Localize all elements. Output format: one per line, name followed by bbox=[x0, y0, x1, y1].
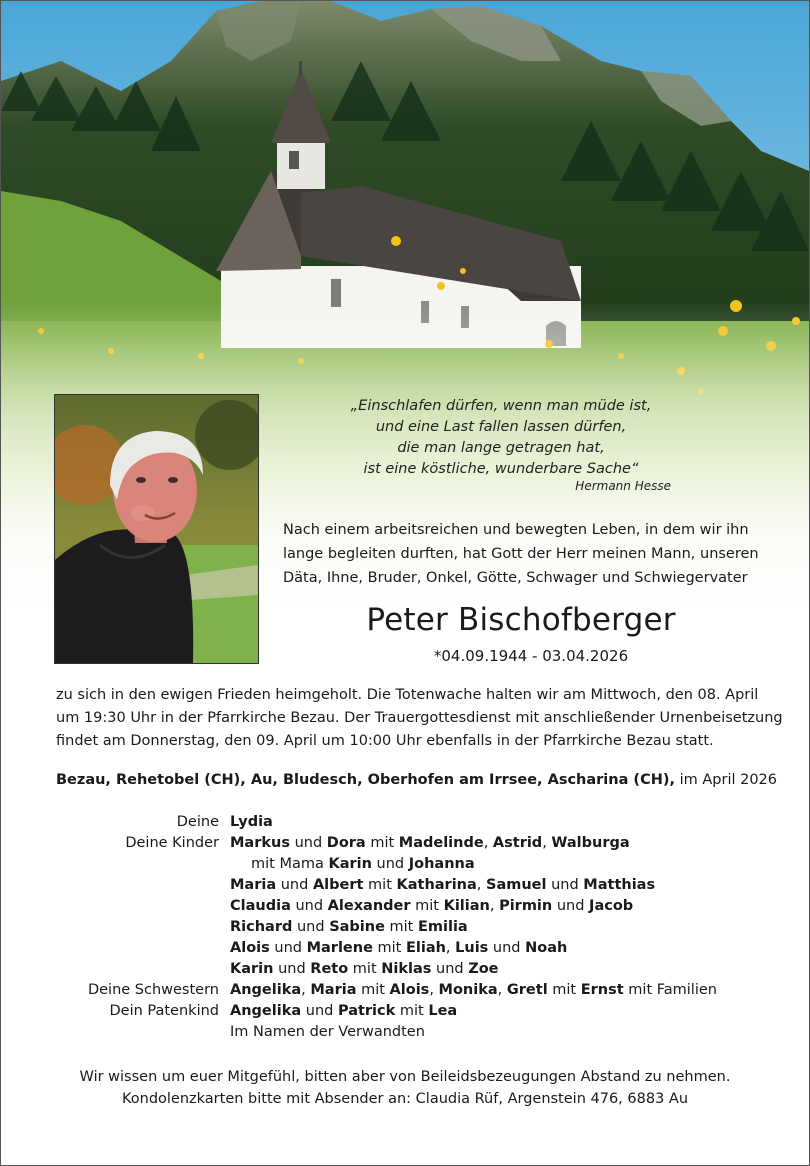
places-list: Bezau, Rehetobel (CH), Au, Bludesch, Oberhofen am Irrsee, Ascharina (CH), bbox=[56, 772, 675, 788]
family-members bbox=[230, 961, 499, 977]
places-line bbox=[56, 772, 776, 788]
closing-note bbox=[1, 1066, 809, 1110]
family-connector-text: mit bbox=[365, 835, 399, 851]
quote-author: Hermann Hesse bbox=[575, 479, 671, 493]
family-connector-text: und bbox=[290, 898, 328, 914]
places-date: im April 2026 bbox=[674, 772, 778, 788]
family-member-name: Reto bbox=[310, 961, 349, 977]
family-connector-text: mit bbox=[356, 982, 390, 998]
family-list bbox=[1, 814, 809, 1045]
family-member-name: Alexander bbox=[327, 898, 411, 914]
family-members bbox=[230, 982, 717, 998]
family-connector-text: und bbox=[301, 1003, 338, 1019]
family-members bbox=[230, 898, 633, 914]
closing-line: Wir wissen um euer Mitgefühl, bitten aber von Beileidsbezeugungen Abstand zu nehmen. bbox=[79, 1069, 731, 1085]
family-connector-text: und bbox=[289, 835, 327, 851]
family-connector-text: , bbox=[429, 982, 439, 998]
life-dates: *04.09.1944 - 03.04.2026 bbox=[433, 647, 629, 665]
intro-line: Nach einem arbeitsreichen und bewegten Leben, in dem wir ihn bbox=[283, 522, 749, 538]
family-member-name: Dora bbox=[326, 835, 366, 851]
family-connector-text: und bbox=[431, 961, 469, 977]
portrait-photo bbox=[54, 394, 259, 664]
family-members bbox=[230, 835, 630, 851]
family-relation-label: Dein Patenkind bbox=[109, 1003, 219, 1019]
family-connector-text: , bbox=[476, 877, 487, 893]
family-connector-text: und bbox=[273, 961, 311, 977]
family-member-name: Luis bbox=[455, 940, 489, 956]
family-connector-text: mit bbox=[547, 982, 581, 998]
family-relation-label: Deine bbox=[176, 814, 219, 830]
family-members bbox=[230, 877, 655, 893]
deceased-name: Peter Bischofberger bbox=[366, 602, 676, 638]
family-connector-text: und bbox=[292, 919, 330, 935]
family-connector-text: und bbox=[546, 877, 584, 893]
family-connector-text: und bbox=[488, 940, 526, 956]
announcement-paragraph bbox=[56, 684, 783, 753]
family-member-name: Johanna bbox=[408, 856, 475, 872]
family-connector-text: , bbox=[301, 982, 311, 998]
intro-line: lange begleiten durften, hat Gott der Herr meinen Mann, unseren bbox=[283, 546, 759, 562]
intro-line: Däta, Ihne, Bruder, Onkel, Götte, Schwager und Schwiegervater bbox=[283, 570, 748, 586]
family-row bbox=[1, 919, 809, 940]
quote-line: ist eine köstliche, wunderbare Sache“ bbox=[363, 461, 639, 477]
family-members bbox=[230, 814, 273, 830]
family-row bbox=[1, 982, 809, 1003]
family-member-name: Maria bbox=[310, 982, 357, 998]
family-connector-text: mit bbox=[348, 961, 382, 977]
closing-line: Kondolenzkarten bitte mit Absender an: Claudia Rüf, Argenstein 476, 6883 Au bbox=[121, 1091, 689, 1107]
family-connector-text: , bbox=[489, 898, 500, 914]
family-member-name: Zoe bbox=[468, 961, 499, 977]
family-member-name: Ernst bbox=[580, 982, 624, 998]
family-connector-text: , bbox=[483, 835, 493, 851]
family-member-name: Noah bbox=[525, 940, 568, 956]
family-member-name: Karin bbox=[230, 961, 274, 977]
family-member-name: Marlene bbox=[306, 940, 373, 956]
family-member-name: Katharina bbox=[396, 877, 477, 893]
family-member-name: Astrid bbox=[492, 835, 543, 851]
family-row bbox=[1, 856, 809, 877]
family-member-name: Angelika bbox=[230, 982, 302, 998]
family-member-name: Gretl bbox=[506, 982, 548, 998]
family-row bbox=[1, 961, 809, 982]
family-row bbox=[1, 877, 809, 898]
family-connector-text: und bbox=[371, 856, 409, 872]
family-member-name: Patrick bbox=[337, 1003, 396, 1019]
family-members bbox=[230, 919, 468, 935]
family-row bbox=[1, 835, 809, 856]
family-connector-text: Im Namen der Verwandten bbox=[230, 1024, 425, 1040]
quote-line: „Einschlafen dürfen, wenn man müde ist, bbox=[350, 398, 652, 414]
family-member-name: Albert bbox=[312, 877, 364, 893]
family-member-name: Emilia bbox=[417, 919, 468, 935]
family-connector-text: mit bbox=[410, 898, 444, 914]
family-members bbox=[230, 1024, 425, 1040]
family-member-name: Maria bbox=[230, 877, 277, 893]
family-member-name: Alois bbox=[230, 940, 270, 956]
family-connector-text: mit bbox=[384, 919, 418, 935]
family-row bbox=[1, 940, 809, 961]
announcement-line: zu sich in den ewigen Frieden heimgeholt. Die Totenwache halten wir am Mittwoch, den 08. April bbox=[56, 687, 759, 703]
family-row bbox=[1, 898, 809, 919]
family-connector-text: und bbox=[269, 940, 307, 956]
quote-line: und eine Last fallen lassen dürfen, bbox=[375, 419, 627, 435]
family-row bbox=[1, 1024, 809, 1045]
family-member-name: Matthias bbox=[583, 877, 656, 893]
family-member-name: Markus bbox=[230, 835, 290, 851]
family-member-name: Pirmin bbox=[499, 898, 553, 914]
family-member-name: Walburga bbox=[551, 835, 630, 851]
family-connector-text: , bbox=[445, 940, 456, 956]
family-member-name: Sabine bbox=[329, 919, 385, 935]
quote-block bbox=[301, 396, 701, 480]
family-relation-label: Deine Schwestern bbox=[87, 982, 219, 998]
family-member-name: Kilian bbox=[443, 898, 490, 914]
family-connector-text: , bbox=[497, 982, 507, 998]
family-member-name: Eliah bbox=[405, 940, 446, 956]
family-connector-text: mit Familien bbox=[623, 982, 717, 998]
family-connector-text: mit Mama bbox=[251, 856, 329, 872]
family-row bbox=[1, 1003, 809, 1024]
family-member-name: Richard bbox=[230, 919, 293, 935]
family-member-name: Niklas bbox=[381, 961, 432, 977]
family-member-name: Samuel bbox=[486, 877, 547, 893]
family-member-name: Karin bbox=[328, 856, 372, 872]
family-connector-text: und bbox=[552, 898, 590, 914]
family-member-name: Alois bbox=[389, 982, 430, 998]
quote-line: die man lange getragen hat, bbox=[397, 440, 605, 456]
family-member-name: Madelinde bbox=[398, 835, 484, 851]
family-member-name: Angelika bbox=[230, 1003, 302, 1019]
family-connector-text: mit bbox=[363, 877, 397, 893]
family-members bbox=[230, 940, 567, 956]
family-connector-text: und bbox=[276, 877, 313, 893]
family-member-name: Lea bbox=[428, 1003, 458, 1019]
family-connector-text: mit bbox=[372, 940, 406, 956]
announcement-line: findet am Donnerstag, den 09. April um 10:00 Uhr ebenfalls in der Pfarrkirche Bezau statt. bbox=[56, 733, 714, 749]
family-connector-text: mit bbox=[395, 1003, 429, 1019]
family-row bbox=[1, 814, 809, 835]
announcement-line: um 19:30 Uhr in der Pfarrkirche Bezau. Der Trauergottesdienst mit anschließender Urnenbeisetzung bbox=[56, 710, 783, 726]
family-member-name: Lydia bbox=[230, 814, 273, 830]
family-member-name: Claudia bbox=[230, 898, 291, 914]
family-relation-label: Deine Kinder bbox=[125, 835, 219, 851]
family-members bbox=[251, 856, 475, 872]
intro-paragraph bbox=[283, 518, 759, 590]
family-members bbox=[230, 1003, 457, 1019]
family-member-name: Monika bbox=[438, 982, 498, 998]
family-connector-text: , bbox=[542, 835, 552, 851]
family-member-name: Jacob bbox=[589, 898, 634, 914]
